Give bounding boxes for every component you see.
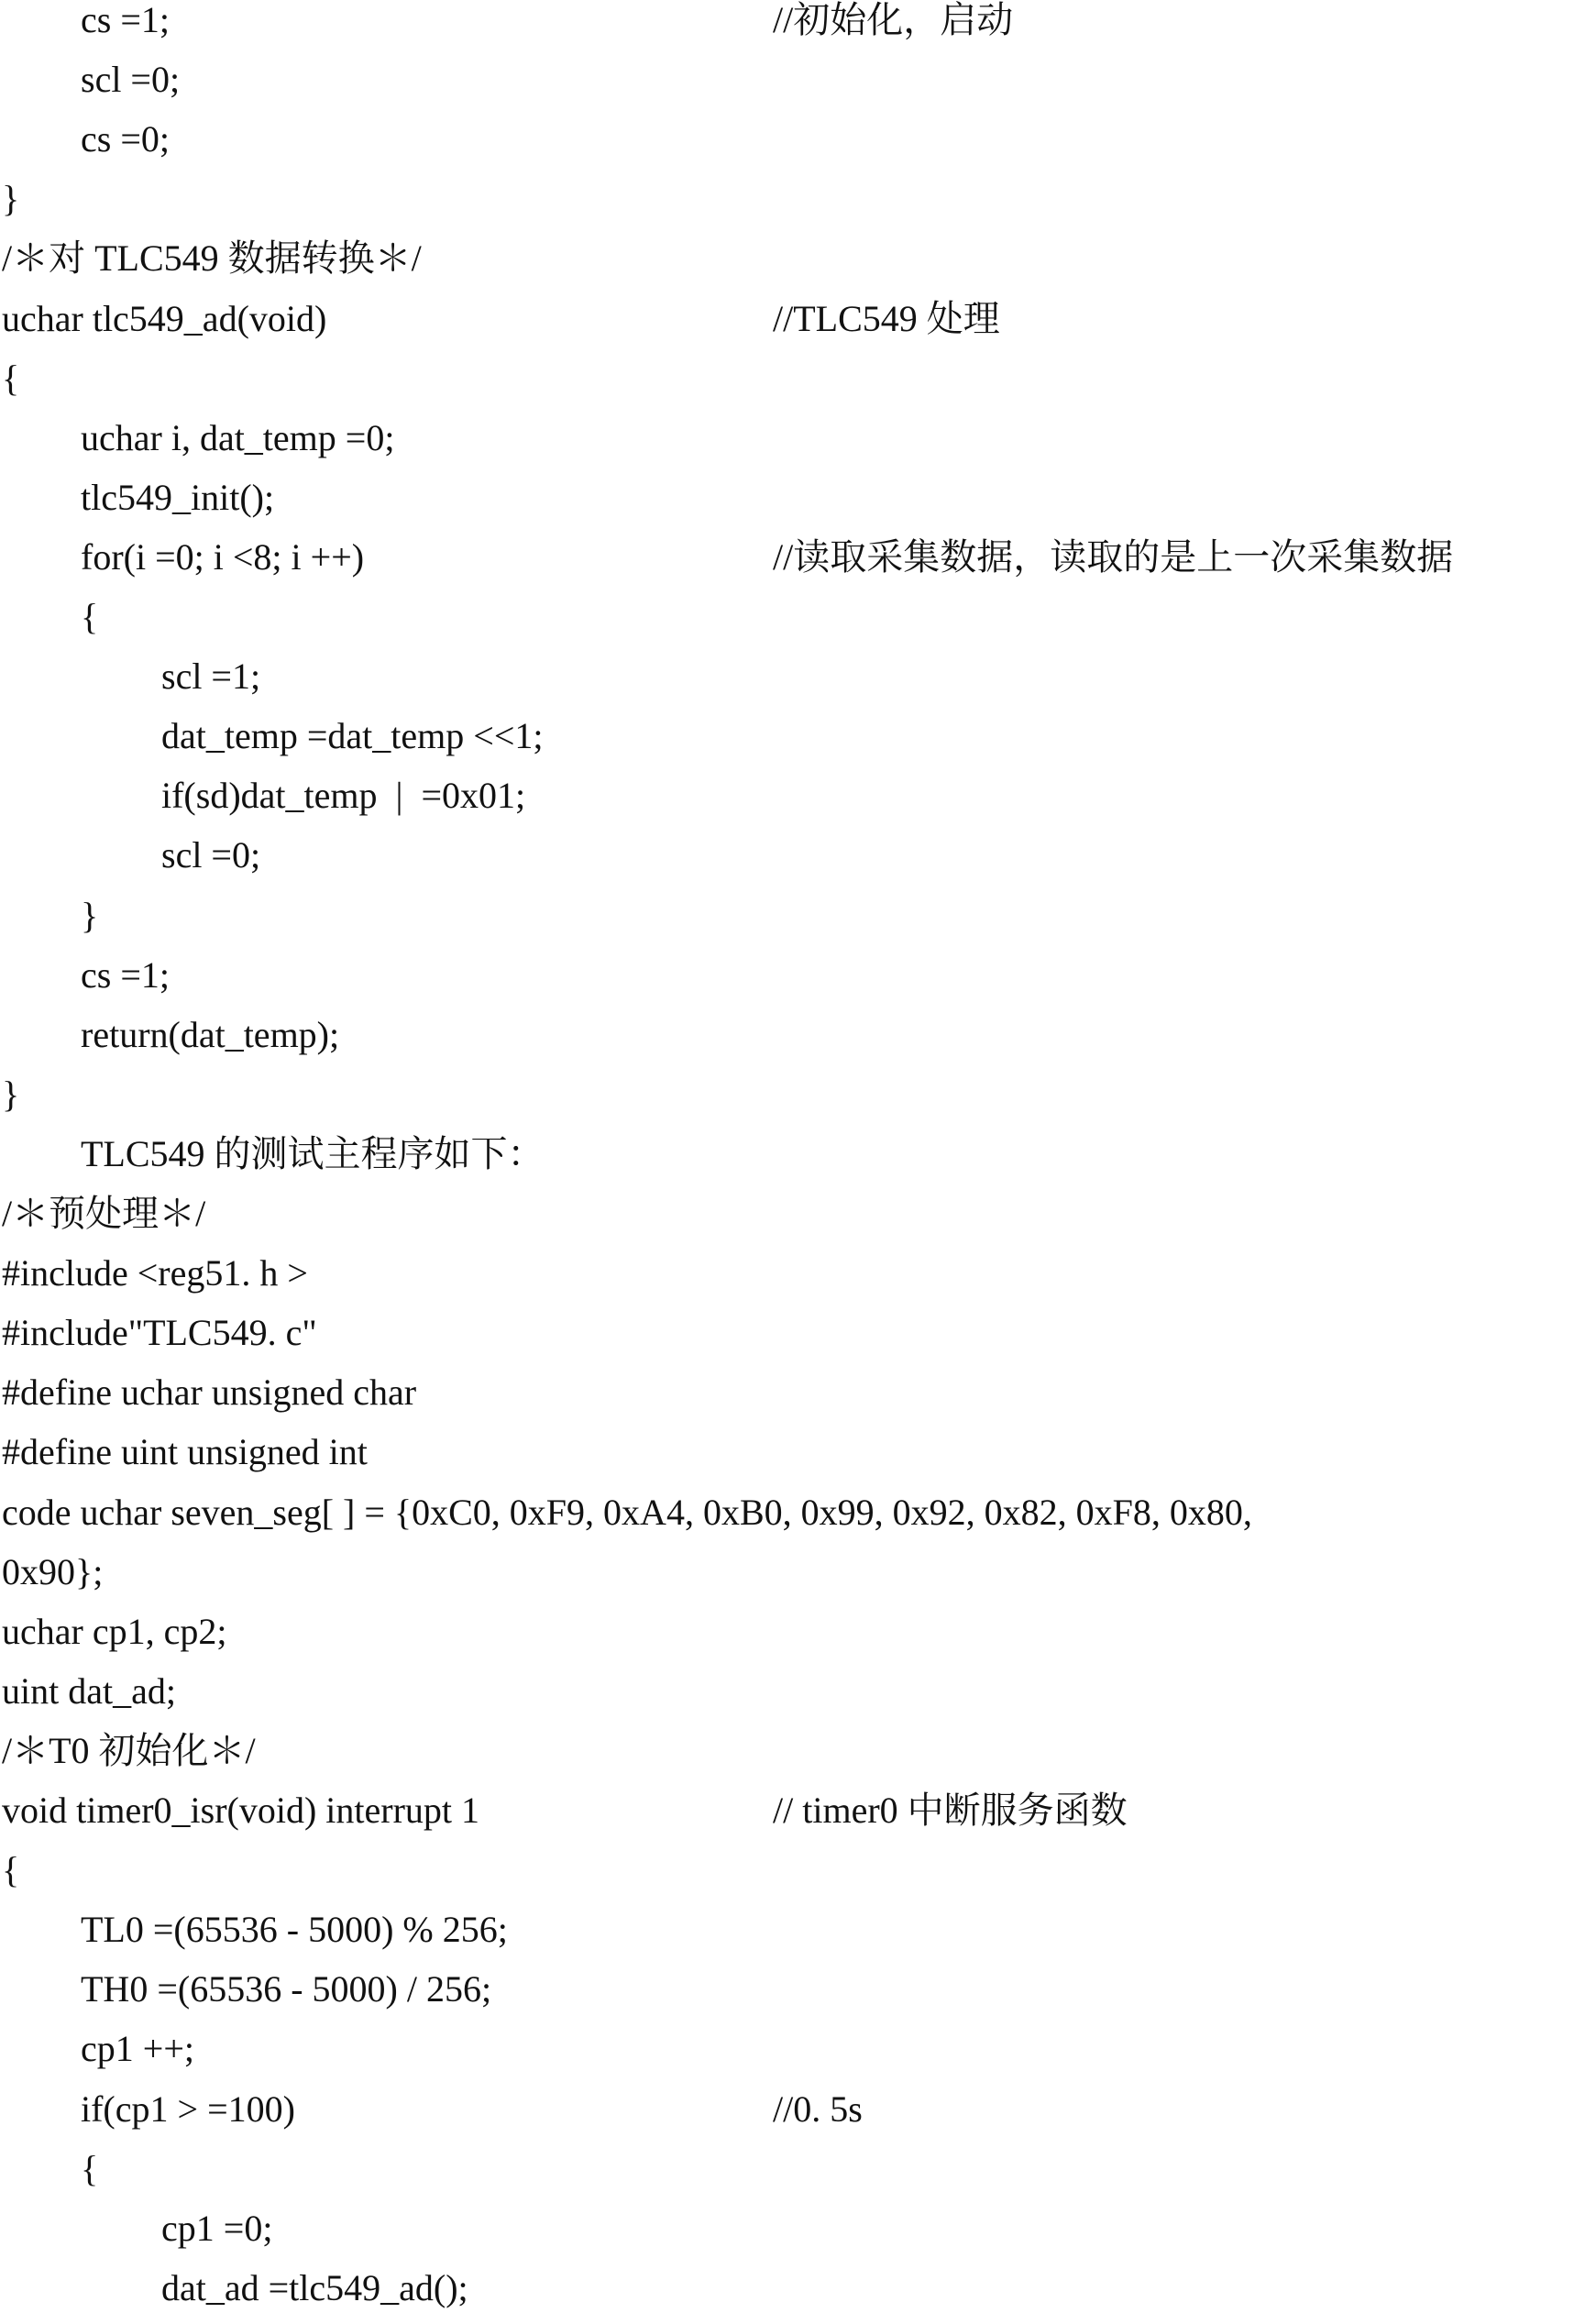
code-text: uchar cp1, cp2; <box>2 1610 227 1652</box>
code-line <box>0 1966 1596 2025</box>
code-line <box>0 712 1596 772</box>
code-line <box>0 1668 1596 1727</box>
code-text: return(dat_temp); <box>81 1013 340 1055</box>
code-comment: // timer0 中断服务函数 <box>773 1790 1128 1831</box>
code-line <box>0 175 1596 235</box>
code-text: cp1 ++; <box>81 2028 194 2070</box>
code-line <box>0 116 1596 175</box>
code-text: #include <reg51. h > <box>2 1252 308 1294</box>
code-text: #define uint unsigned int <box>2 1431 368 1473</box>
code-text: /＊T0 初始化＊/ <box>2 1729 256 1771</box>
code-comment: //0. 5s <box>773 2087 863 2130</box>
code-line <box>0 474 1596 534</box>
code-line <box>0 2025 1596 2085</box>
code-comment: //初始化，启动 <box>773 0 1014 40</box>
code-line <box>0 355 1596 414</box>
code-text: cp1 =0; <box>161 2207 273 2249</box>
code-line <box>0 1548 1596 1608</box>
code-line <box>0 235 1596 294</box>
code-line <box>0 1846 1596 1906</box>
code-line <box>0 1130 1596 1190</box>
code-text: dat_ad =tlc549_ad(); <box>161 2266 468 2308</box>
code-text: cs =1; <box>81 953 170 996</box>
code-line <box>0 772 1596 832</box>
code-text: uchar i, dat_temp =0; <box>81 416 395 458</box>
code-text: } <box>2 1073 20 1115</box>
code-text: if(cp1 > =100) <box>81 2087 295 2130</box>
code-text: dat_temp =dat_temp <<1; <box>161 715 544 757</box>
code-line <box>0 1727 1596 1787</box>
code-line <box>0 295 1596 355</box>
code-text: uchar tlc549_ad(void) <box>2 297 327 339</box>
code-text: /＊预处理＊/ <box>2 1193 206 1234</box>
code-line <box>0 414 1596 474</box>
code-line <box>0 0 1596 56</box>
code-line <box>0 534 1596 593</box>
code-text: tlc549_init(); <box>81 476 275 518</box>
code-text: #include"TLC549. c" <box>2 1312 317 1354</box>
code-line <box>0 2086 1596 2145</box>
code-text: TH0 =(65536 - 5000) / 256; <box>81 1968 492 2010</box>
code-text: } <box>81 894 99 936</box>
code-text: cs =0; <box>81 118 170 160</box>
code-line <box>0 1369 1596 1428</box>
code-line <box>0 1428 1596 1488</box>
code-line <box>0 1906 1596 1966</box>
code-text: scl =1; <box>161 655 261 698</box>
code-text: void timer0_isr(void) interrupt 1 <box>2 1790 480 1831</box>
code-line <box>0 1011 1596 1071</box>
code-line <box>0 1787 1596 1846</box>
code-line <box>0 1608 1596 1668</box>
code-line <box>0 832 1596 891</box>
code-text: uint dat_ad; <box>2 1669 176 1712</box>
code-comment: //读取采集数据，读取的是上一次采集数据 <box>773 535 1454 578</box>
code-text: { <box>81 2147 99 2189</box>
code-comment: //TLC549 处理 <box>773 297 1000 339</box>
code-line <box>0 2205 1596 2264</box>
code-line <box>0 2264 1596 2324</box>
code-line <box>0 1309 1596 1369</box>
code-line <box>0 1489 1596 1548</box>
code-line <box>0 593 1596 653</box>
code-line <box>0 892 1596 952</box>
code-text: /＊对 TLC549 数据转换＊/ <box>2 237 422 280</box>
code-text: #define uchar unsigned char <box>2 1371 417 1414</box>
code-line <box>0 653 1596 712</box>
code-line <box>0 1071 1596 1130</box>
code-line <box>0 952 1596 1011</box>
code-line <box>0 1190 1596 1250</box>
code-text: TL0 =(65536 - 5000) % 256; <box>81 1909 508 1951</box>
code-text: TLC549 的测试主程序如下： <box>81 1132 545 1174</box>
code-line <box>0 2145 1596 2205</box>
code-text: { <box>2 357 20 399</box>
code-text: { <box>2 1849 20 1891</box>
code-text: scl =0; <box>81 59 181 101</box>
code-text: { <box>81 596 99 637</box>
code-text: code uchar seven_seg[ ] = {0xC0, 0xF9, 0xA4, 0xB0, 0x99, 0x92, 0x82, 0xF8, 0x80, <box>2 1491 1252 1533</box>
code-text: if(sd)dat_temp | =0x01; <box>161 775 526 817</box>
code-text: 0x90}; <box>2 1550 104 1592</box>
code-text: cs =1; <box>81 0 170 40</box>
code-text: for(i =0; i <8; i ++) <box>81 535 365 578</box>
code-text: scl =0; <box>161 834 261 876</box>
code-line <box>0 1250 1596 1309</box>
code-text: } <box>2 178 20 220</box>
code-line <box>0 56 1596 116</box>
